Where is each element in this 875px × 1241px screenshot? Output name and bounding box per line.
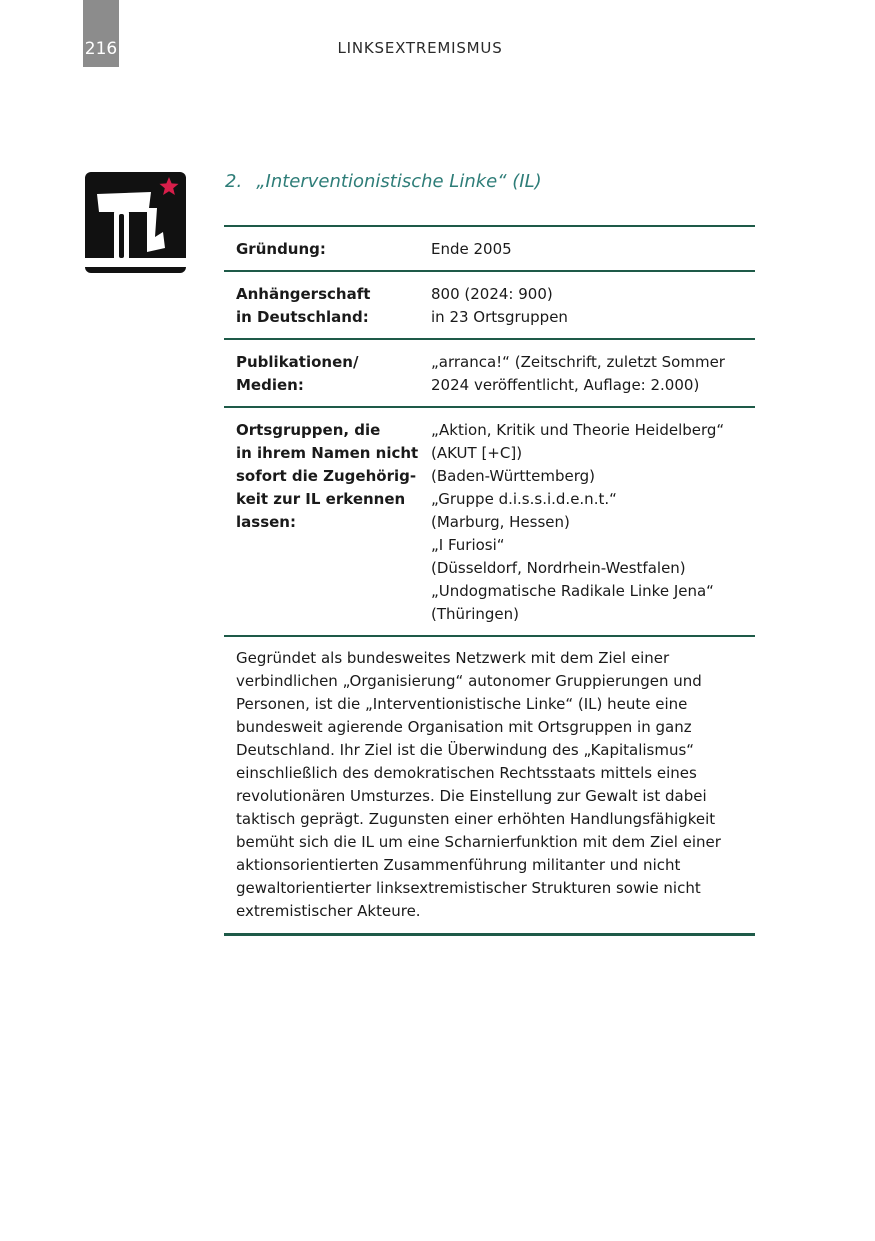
row-value: Ende 2005 [431,240,512,258]
summary-paragraph: Gegründet als bundesweites Netzwerk mit dem Ziel einer verbindlichen „Organisierung“ autonomer Gruppierungen und Personen, ist die „Interventionistische Linke“ (IL) heute eine bundesweit agierende Organisation mit Ortsgruppen in ganz Deutschland. Ihr Ziel ist die Überwindung des „Kapitalismus“ einschließlich des demokratischen Rechtsstaats mittels eines revolutionären Umsturzes. Die Einstellung zur Gewalt ist dabei taktisch geprägt. Zugunsten einer erhöhten Handlungsfähigkeit bemüht sich die IL um eine Scharnierfunktion mit dem Ziel einer aktionsorientierten Zusammenführung militanter und nicht gewaltorientierter linksextremistischer Strukturen sowie nicht extremistischer Akteure. [224,637,755,936]
info-table [224,225,755,936]
table-row-local-groups [224,408,755,637]
page-number: 216 [84,39,118,59]
section-number: 2. [225,171,243,192]
running-title: LINKSEXTREMISMUS [337,39,503,57]
il-logo-icon [85,172,186,273]
section-title: „Interventionistische Linke“ (IL) [256,171,542,192]
row-value: 800 (2024: 900) in 23 Ortsgruppen [431,285,568,326]
row-label: Publikationen/ Medien: [236,353,359,394]
row-label: Anhängerschaft in Deutschland: [236,285,371,326]
row-value: „Aktion, Kritik und Theorie Heidelberg“ (AKUT [+C]) (Baden-Württemberg) „Gruppe d.i.s.s.i.d.e.n.t.“ (Marburg, Hessen) „I Furiosi“ (Düsseldorf, Nordrhein-Westfalen) „Undogmatische Radikale Linke Jena“ (Thüringen) [431,421,725,623]
section-heading [225,171,542,192]
row-label: Ortsgruppen, die in ihrem Namen nicht sofort die Zugehörig- keit zur IL erkennen lassen: [236,421,419,531]
row-label: Gründung: [236,240,326,258]
row-value: „arranca!“ (Zeitschrift, zuletzt Sommer 2024 veröffentlicht, Auflage: 2.000) [431,353,725,394]
table-row-founding [224,227,755,272]
table-row-publications [224,340,755,408]
table-row-followers [224,272,755,340]
